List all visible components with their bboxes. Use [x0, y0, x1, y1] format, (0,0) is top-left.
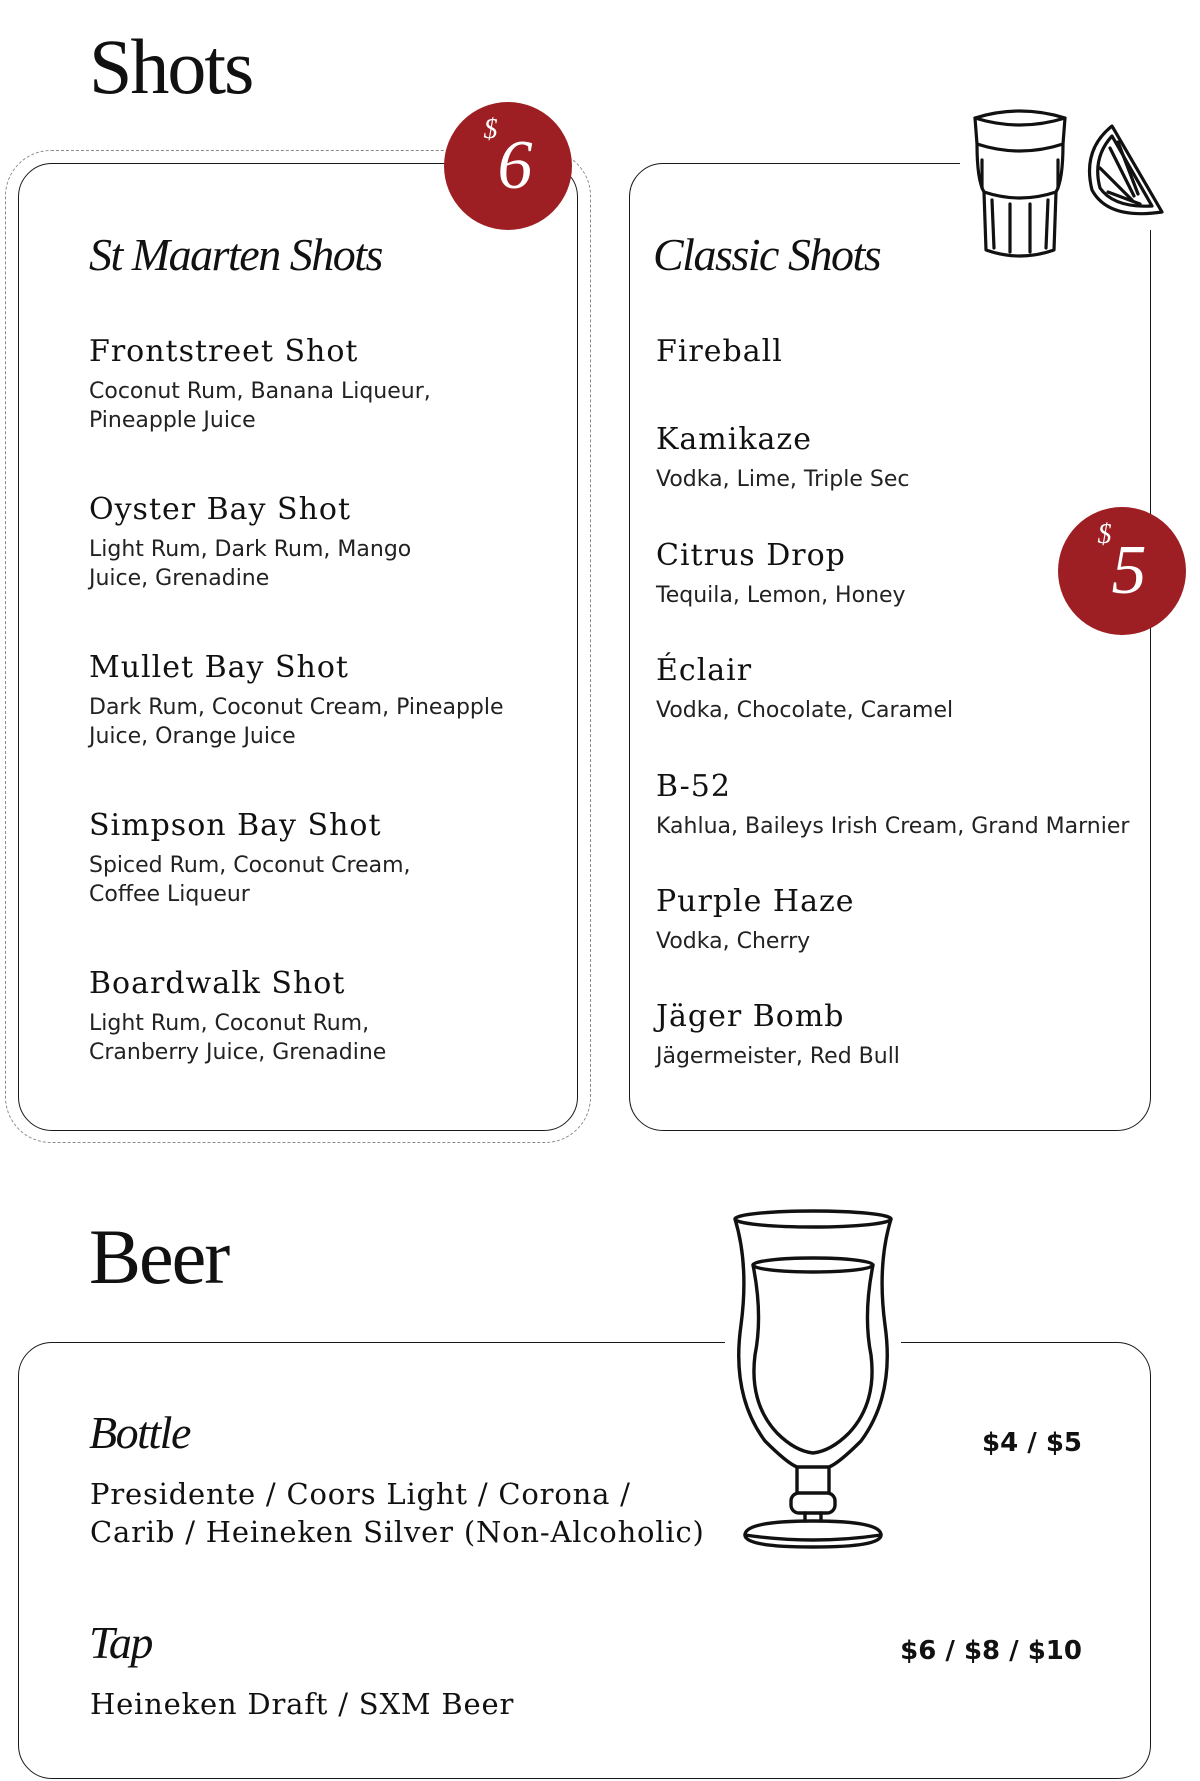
item-description: Dark Rum, Coconut Cream, Pineapple Juice, Orange Juice — [89, 695, 504, 749]
price-value: 5 — [1111, 532, 1147, 609]
classic-price-badge — [1058, 507, 1186, 635]
shot-glass-icon — [960, 100, 1080, 275]
item-name: Oyster Bay Shot — [89, 492, 352, 527]
item-name: Éclair — [656, 653, 753, 688]
menu-item — [656, 884, 855, 956]
menu-item — [656, 422, 910, 494]
item-name: Purple Haze — [656, 884, 855, 919]
item-description: Vodka, Lime, Triple Sec — [656, 467, 910, 492]
menu-item — [656, 538, 906, 610]
menu-item — [89, 650, 504, 751]
menu-item — [89, 808, 411, 909]
item-description: Light Rum, Coconut Rum, Cranberry Juice, Grenadine — [89, 1011, 387, 1065]
item-description: Coconut Rum, Banana Liqueur, Pineapple Juice — [89, 379, 431, 433]
menu-item — [89, 492, 412, 593]
st-maarten-price-badge — [444, 102, 572, 230]
menu-item — [656, 653, 954, 725]
item-name: Kamikaze — [656, 422, 812, 457]
shots-heading: Shots — [89, 23, 253, 110]
price-value: 6 — [497, 127, 533, 204]
st-maarten-title: St Maarten Shots — [89, 229, 382, 280]
menu-item — [656, 999, 900, 1071]
bottle-title: Bottle — [89, 1407, 190, 1458]
lime-wedge-icon — [1080, 120, 1170, 230]
item-name: Fireball — [656, 334, 783, 369]
menu-item — [656, 334, 783, 369]
item-description: Light Rum, Dark Rum, Mango Juice, Grenadine — [89, 537, 412, 591]
classic-shots-title: Classic Shots — [653, 229, 881, 280]
item-description: Vodka, Cherry — [656, 929, 811, 954]
tap-beer-list: Heineken Draft / SXM Beer — [90, 1687, 515, 1721]
beer-glass-icon — [725, 1205, 901, 1555]
bottle-beer-list: Presidente / Coors Light / Corona / Carib / Heineken Silver (Non-Alcoholic) — [90, 1477, 705, 1549]
price-dollar-symbol: $ — [483, 114, 498, 145]
item-name: Mullet Bay Shot — [89, 650, 349, 685]
item-name: Frontstreet Shot — [89, 334, 359, 369]
menu-item — [656, 769, 1130, 841]
item-description: Tequila, Lemon, Honey — [656, 583, 906, 608]
item-description: Jägermeister, Red Bull — [656, 1044, 900, 1069]
tap-title: Tap — [89, 1617, 152, 1668]
bottle-price: $4 / $5 — [982, 1428, 1082, 1458]
item-name: B-52 — [656, 769, 731, 804]
item-name: Jäger Bomb — [656, 999, 845, 1034]
item-description: Vodka, Chocolate, Caramel — [656, 698, 954, 723]
classic-shots-card — [629, 163, 1151, 1131]
menu-item — [89, 966, 387, 1067]
tap-price: $6 / $8 / $10 — [900, 1636, 1082, 1666]
price-dollar-symbol: $ — [1097, 519, 1112, 550]
beer-heading: Beer — [89, 1213, 229, 1300]
item-name: Citrus Drop — [656, 538, 846, 573]
item-name: Simpson Bay Shot — [89, 808, 382, 843]
item-description: Kahlua, Baileys Irish Cream, Grand Marnier — [656, 814, 1130, 839]
menu-item — [89, 334, 431, 435]
item-description: Spiced Rum, Coconut Cream, Coffee Liqueur — [89, 853, 411, 907]
item-name: Boardwalk Shot — [89, 966, 346, 1001]
